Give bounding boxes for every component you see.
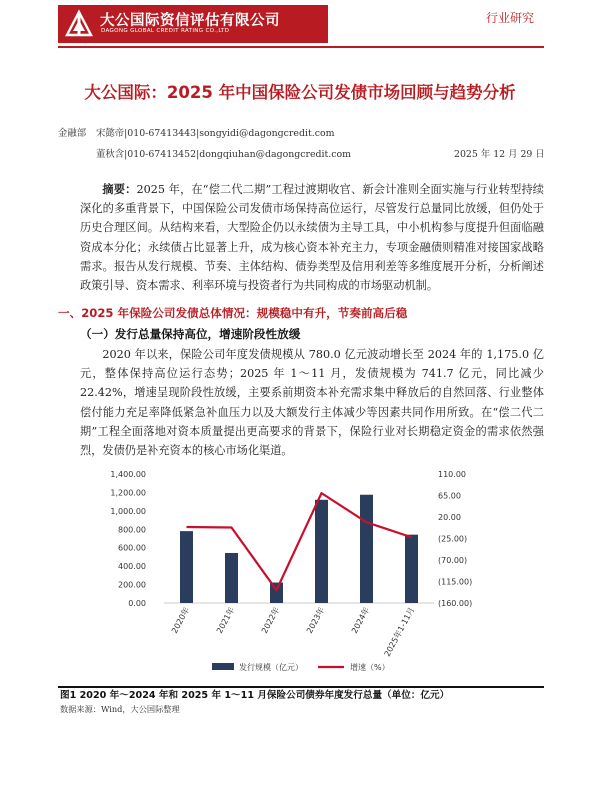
bar xyxy=(180,531,193,603)
subsection-heading: （一）发行总量保持高位，增速阶段性放缓 xyxy=(80,327,301,341)
y-right-tick-label: (160.00) xyxy=(438,599,473,608)
y-right-tick-label: 65.00 xyxy=(438,491,461,501)
company-name-cn: 大公国际资信评估有限公司 xyxy=(100,13,280,29)
x-tick-label: 2024年 xyxy=(350,605,372,635)
abstract xyxy=(80,180,544,295)
x-tick-label: 2025年1-11月 xyxy=(382,605,417,659)
company-name-en: DAGONG GLOBAL CREDIT RATING CO.,LTD xyxy=(101,28,230,34)
dagong-logo-icon xyxy=(64,9,94,39)
y-right-tick-label: (115.00) xyxy=(438,577,473,587)
bar xyxy=(315,500,328,603)
x-tick-label: 2020年 xyxy=(170,605,192,635)
bar xyxy=(405,535,418,603)
department: 金融部 xyxy=(58,128,87,139)
y-right-tick-label: 110.00 xyxy=(438,470,466,479)
y-left-tick-label: 800.00 xyxy=(118,525,146,535)
y-left-tick-label: 1,400.00 xyxy=(110,470,146,479)
issuance-chart xyxy=(60,462,544,686)
y-left-tick-label: 400.00 xyxy=(118,562,146,572)
growth-line xyxy=(187,493,412,590)
report-date: 2025 年 12 月 29 日 xyxy=(454,149,545,160)
legend-label: 增速（%） xyxy=(350,663,390,672)
y-left-tick-label: 200.00 xyxy=(118,580,146,590)
bar xyxy=(225,553,238,603)
x-tick-label: 2021年 xyxy=(215,605,237,635)
y-left-tick-label: 600.00 xyxy=(118,543,146,553)
x-tick-label: 2023年 xyxy=(305,605,327,635)
author-line-2: 董秋含|010-67413452|dongqiuhan@dagongcredit.com xyxy=(96,149,352,160)
y-left-tick-label: 1,200.00 xyxy=(110,488,146,498)
y-left-tick-label: 1,000.00 xyxy=(110,506,146,516)
report-type-tag: 行业研究 xyxy=(486,11,535,25)
page-title: 大公国际：2025 年中国保险公司发债市场回顾与趋势分析 xyxy=(84,83,516,102)
y-left-tick-label: 0.00 xyxy=(128,599,146,608)
logo-banner xyxy=(58,5,328,43)
abstract-label: 摘要： xyxy=(102,182,137,196)
figure-source: 数据来源：Wind，大公国际整理 xyxy=(60,704,180,714)
author-line-1: 宋懿帝|010-67413443|songyidi@dagongcredit.com xyxy=(96,128,335,139)
y-right-tick-label: (70.00) xyxy=(438,556,468,565)
bar xyxy=(360,495,373,603)
legend-swatch-bars xyxy=(212,663,234,670)
y-right-tick-label: (25.00) xyxy=(438,534,468,544)
section-paragraph: 2020 年以来，保险公司年度发债规模从 780.0 亿元波动增长至 2024 年的 1,175.0 亿元，整体保持高位运行态势；2025 年 1～11 月，发债规模为 741.7 亿元，同比减少 22.42%，增速呈现阶段性放缓，主要系前期资本补充需求集中释放后的自然回落、行业整体偿付能力充足率降低紧急补血压力以及大额发行主体减少等因素共同作用所致。在“偿二代二期”工程全面落地对资本质量提出更高要求的背景下，保险行业对长期稳定资金的需求依然强烈，发债仍是补充资本的核心市场化渠道。 xyxy=(80,348,544,458)
x-tick-label: 2022年 xyxy=(260,605,282,635)
section-heading: 一、2025 年保险公司发债总体情况：规模稳中有升，节奏前高后稳 xyxy=(58,306,408,320)
abstract-text: 2025 年，在“偿二代二期”工程过渡期收官、新会计准则全面实施与行业转型持续深化的多重背景下，中国保险公司发债市场保持高位运行，尽管发行总量同比放缓，但仍处于历史合理区间。从结构来看，大型险企仍以永续债为主导工具，中小机构参与度提升但面临融资成本分化；永续债占比显著上升，成为核心资本补充主力，专项金融债则精准对接国家战略需求。报告从发行规模、节奏、主体结构、债券类型及信用利差等多维度展开分析，分析阐述政策引导、资本需求、利率环境与投资者行为共同构成的市场驱动机制。 xyxy=(80,183,544,293)
legend-label: 发行规模（亿元） xyxy=(239,663,303,672)
header-rule xyxy=(58,46,544,48)
figure-caption: 图1 2020 年～2024 年和 2025 年 1～11 月保险公司债券年度发行总量（单位：亿元） xyxy=(60,690,450,701)
y-right-tick-label: 20.00 xyxy=(438,513,461,522)
